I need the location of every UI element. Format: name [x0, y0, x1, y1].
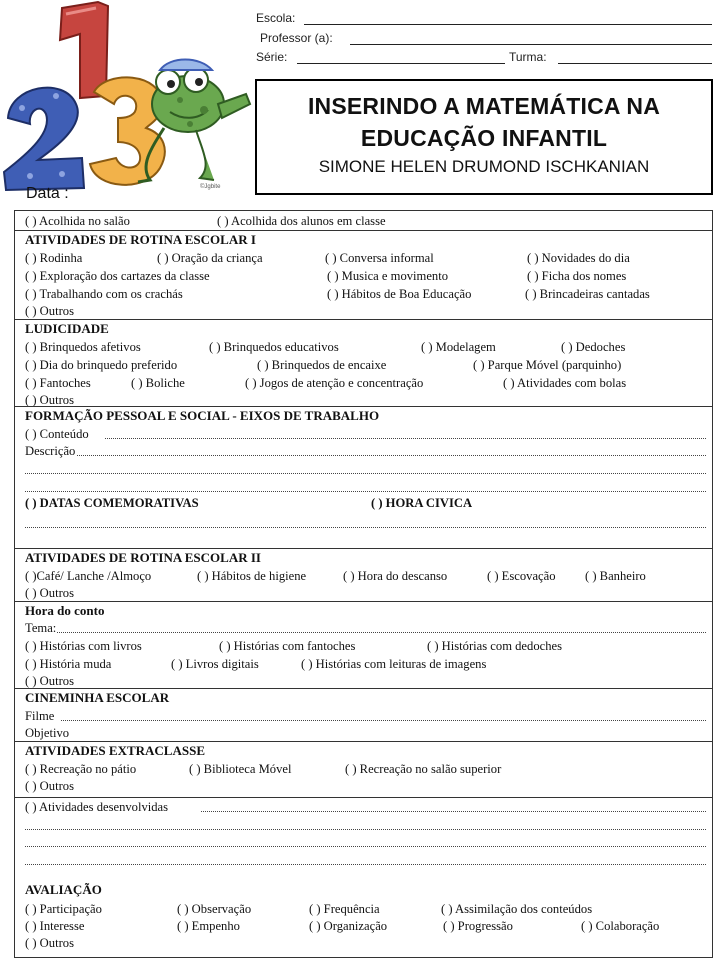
date-label: Data : [26, 185, 69, 202]
historias-fantoches-checkbox[interactable]: ( ) Histórias com fantoches [219, 639, 356, 653]
escola-field[interactable] [304, 24, 712, 25]
lesson-plan-form [14, 210, 713, 958]
outros-checkbox[interactable]: ( ) Outros [25, 393, 74, 407]
habitos-checkbox[interactable]: ( ) Hábitos de Boa Educação [327, 287, 472, 301]
progressao-checkbox[interactable]: ( ) Progressão [443, 919, 513, 933]
section-title: CINEMINHA ESCOLAR [25, 690, 170, 705]
outros-checkbox[interactable]: ( ) Outros [25, 779, 74, 793]
section-title: AVALIAÇÃO [25, 882, 102, 897]
recreacao-patio-checkbox[interactable]: ( ) Recreação no pátio [25, 762, 137, 776]
afetivos-checkbox[interactable]: ( ) Brinquedos afetivos [25, 340, 141, 354]
section-title: ATIVIDADES DE ROTINA ESCOLAR I [25, 232, 256, 247]
page-title-line1: INSERINDO A MATEMÁTICA NA [307, 93, 661, 119]
escovacao-checkbox[interactable]: ( ) Escovação [487, 569, 556, 583]
colaboracao-checkbox[interactable]: ( ) Colaboração [581, 919, 660, 933]
avaliacao-section [15, 879, 712, 957]
tema-label: Tema: [25, 621, 57, 635]
outros-checkbox[interactable]: ( ) Outros [25, 304, 74, 318]
atividades-desenvolvidas-checkbox[interactable]: ( ) Atividades desenvolvidas [25, 800, 169, 814]
outros-checkbox[interactable]: ( ) Outros [25, 586, 74, 600]
professor-field[interactable] [350, 44, 712, 45]
acolhida-salao-checkbox[interactable]: ( ) Acolhida no salão [25, 214, 130, 228]
observacao-checkbox[interactable]: ( ) Observação [177, 902, 252, 916]
ficha-nomes-checkbox[interactable]: ( ) Ficha dos nomes [527, 269, 627, 283]
conteudo-checkbox[interactable]: ( ) Conteúdo [25, 427, 89, 441]
datas-comemorativas-checkbox[interactable]: ( ) DATAS COMEMORATIVAS [25, 496, 199, 510]
serie-field[interactable] [297, 63, 505, 64]
participacao-checkbox[interactable]: ( ) Participação [25, 902, 102, 916]
formacao-pessoal-section [15, 406, 712, 549]
serie-label: Série: [256, 50, 288, 64]
numbers-frog-illustration [0, 0, 255, 192]
art-signature: ©Jgbite [200, 184, 221, 190]
digit-two-icon [4, 88, 84, 190]
section-title: ATIVIDADES DE ROTINA ESCOLAR II [25, 550, 261, 565]
objetivo-label: Objetivo [25, 726, 70, 740]
descricao-line[interactable] [77, 455, 706, 456]
historias-livros-checkbox[interactable]: ( ) Histórias com livros [25, 639, 142, 653]
turma-field[interactable] [558, 63, 712, 64]
acolhida-classe-checkbox[interactable]: ( ) Acolhida dos alunos em classe [217, 214, 386, 228]
descanso-checkbox[interactable]: ( ) Hora do descanso [343, 569, 448, 583]
author-name: SIMONE HELEN DRUMOND ISCHKANIAN [318, 157, 650, 176]
interesse-checkbox[interactable]: ( ) Interesse [25, 919, 85, 933]
novidades-checkbox[interactable]: ( ) Novidades do dia [527, 251, 630, 265]
page-title-line2: EDUCAÇÃO INFANTIL [360, 125, 608, 151]
fantoches-checkbox[interactable]: ( ) Fantoches [25, 376, 91, 390]
outros-checkbox[interactable]: ( ) Outros [25, 674, 74, 688]
modelagem-checkbox[interactable]: ( ) Modelagem [421, 340, 496, 354]
section-title: LUDICIDADE [25, 321, 109, 336]
filme-label: Filme [25, 709, 55, 723]
encaixe-checkbox[interactable]: ( ) Brinquedos de encaixe [257, 358, 387, 372]
organizacao-checkbox[interactable]: ( ) Organização [309, 919, 388, 933]
frequencia-checkbox[interactable]: ( ) Frequência [309, 902, 380, 916]
rotina-escolar-1-section [15, 230, 712, 321]
assimilacao-checkbox[interactable]: ( ) Assimilação dos conteúdos [441, 902, 593, 916]
recreacao-salao-checkbox[interactable]: ( ) Recreação no salão superior [345, 762, 502, 776]
historias-dedoches-checkbox[interactable]: ( ) Histórias com dedoches [427, 639, 562, 653]
atividades-line[interactable] [25, 829, 706, 830]
oracao-checkbox[interactable]: ( ) Oração da criança [157, 251, 263, 265]
livros-digitais-checkbox[interactable]: ( ) Livros digitais [171, 657, 259, 671]
atividades-line[interactable] [201, 811, 706, 812]
dedoches-checkbox[interactable]: ( ) Dedoches [561, 340, 626, 354]
hora-do-conto-section [15, 601, 712, 689]
musica-checkbox[interactable]: ( ) Musica e movimento [327, 269, 449, 283]
turma-label: Turma: [509, 50, 547, 64]
rotina-escolar-2-section [15, 548, 712, 602]
cafe-checkbox[interactable]: ( )Café/ Lanche /Almoço [25, 569, 152, 583]
descricao-line[interactable] [25, 473, 706, 474]
leituras-imagens-checkbox[interactable]: ( ) Histórias com leituras de imagens [301, 657, 487, 671]
biblioteca-checkbox[interactable]: ( ) Biblioteca Móvel [189, 762, 292, 776]
brinquedo-preferido-checkbox[interactable]: ( ) Dia do brinquedo preferido [25, 358, 178, 372]
conversa-checkbox[interactable]: ( ) Conversa informal [325, 251, 434, 265]
conteudo-line[interactable] [105, 438, 706, 439]
jogos-checkbox[interactable]: ( ) Jogos de atenção e concentração [245, 376, 424, 390]
atividades-desenvolvidas-section [15, 797, 712, 880]
professor-label: Professor (a): [260, 31, 333, 45]
datas-line[interactable] [25, 527, 706, 528]
banheiro-checkbox[interactable]: ( ) Banheiro [585, 569, 646, 583]
filme-line[interactable] [61, 720, 706, 721]
cartazes-checkbox[interactable]: ( ) Exploração dos cartazes da classe [25, 269, 210, 283]
rodinha-checkbox[interactable]: ( ) Rodinha [25, 251, 83, 265]
outros-checkbox[interactable]: ( ) Outros [25, 936, 74, 950]
section-title: Hora do conto [25, 603, 105, 618]
escola-label: Escola: [256, 11, 296, 25]
atividades-line[interactable] [25, 846, 706, 847]
educativos-checkbox[interactable]: ( ) Brinquedos educativos [209, 340, 339, 354]
ludicidade-section [15, 319, 712, 408]
title-box [255, 79, 713, 195]
higiene-checkbox[interactable]: ( ) Hábitos de higiene [197, 569, 307, 583]
section-title: FORMAÇÃO PESSOAL E SOCIAL - EIXOS DE TRABALHO [25, 408, 380, 423]
descricao-line[interactable] [25, 491, 706, 492]
hora-civica-checkbox[interactable]: ( ) HORA CIVICA [371, 496, 473, 510]
extraclasse-section [15, 741, 712, 798]
boliche-checkbox[interactable]: ( ) Boliche [131, 376, 185, 390]
brincadeiras-checkbox[interactable]: ( ) Brincadeiras cantadas [525, 287, 650, 301]
atividades-line[interactable] [25, 864, 706, 865]
crachas-checkbox[interactable]: ( ) Trabalhando com os crachás [25, 287, 183, 301]
descricao-label: Descrição [25, 444, 76, 458]
historia-muda-checkbox[interactable]: ( ) História muda [25, 657, 112, 671]
tema-line[interactable] [57, 632, 706, 633]
parque-checkbox[interactable]: ( ) Parque Móvel (parquinho) [473, 358, 622, 372]
bolas-checkbox[interactable]: ( ) Atividades com bolas [503, 376, 627, 390]
section-title: ATIVIDADES EXTRACLASSE [25, 743, 206, 758]
empenho-checkbox[interactable]: ( ) Empenho [177, 919, 240, 933]
cineminha-section [15, 688, 712, 742]
